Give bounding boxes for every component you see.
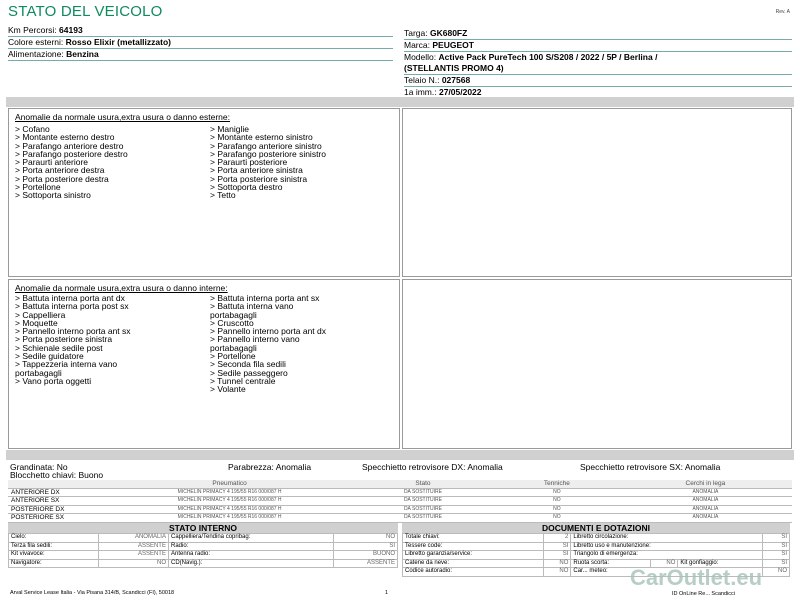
status-col-header: Stato <box>351 480 495 488</box>
revision-label: Rev. A <box>775 9 790 15</box>
tyre-tech: NO <box>495 488 619 497</box>
mirror-sx-status: Specchietto retrovisore SX: Anomalia <box>580 462 721 472</box>
internal-state-section <box>8 523 398 568</box>
table-row: Catene da neve: NO Ruota scorta: NO Kit gonfiaggio: SI <box>403 559 790 568</box>
internal-state-title: STATO INTERNO <box>8 523 398 533</box>
table-row <box>8 488 792 497</box>
tyre-tech: NO <box>495 505 619 514</box>
internal-damage-title: Anomalie da normale usura,extra usura o danno interne: <box>15 283 228 293</box>
internal-damage-list-1: > Battuta interna porta ant dx > Battuta interna porta post sx > Cappelliera > Moquette > Pannello interno porta ant sx > Porta posteriore sinistra > Schienale sedile post > Sedile guidatore > Tappezzeria interna vano portabagagli > Vano porta oggetti <box>15 293 131 386</box>
external-damage-image-panel <box>402 108 792 277</box>
documents-title: DOCUMENTI E DOTAZIONI <box>402 523 790 533</box>
tyre-model: MICHELIN PRIMACY 4 195/55 R16 000/087 H <box>108 514 351 523</box>
tyre-position: POSTERIORE DX <box>8 505 108 514</box>
tyre-state: DA SOSTITUIRE <box>351 505 495 514</box>
tyre-position: ANTERIORE SX <box>8 497 108 506</box>
hail-status: Grandinata: No <box>10 462 68 472</box>
external-damage-title: Anomalie da normale usura,extra usura o danno esterne: <box>15 112 230 122</box>
tyre-state: DA SOSTITUIRE <box>351 497 495 506</box>
tyre-rims: ANOMALIA <box>619 514 792 523</box>
external-damage-panel <box>8 108 400 277</box>
tyre-tech: NO <box>495 497 619 506</box>
vehicle-info-right <box>404 28 792 99</box>
watermark-logo: CarOutlet.eu <box>630 565 763 590</box>
model-row: Modello: Active Pack PureTech 100 S/S208 / 2022 / 5P / Berlina / <box>404 52 658 62</box>
internal-damage-image-panel <box>402 279 792 449</box>
tyres-header-row <box>8 480 792 488</box>
table-row: Tessere code: SI Libretto uso e manutenzione: SI <box>403 542 790 551</box>
registration-row: 1a imm.: 27/05/2022 <box>404 87 792 99</box>
summary-divider <box>6 450 794 460</box>
windshield-status: Parabrezza: Anomalia <box>228 462 312 472</box>
table-row: Navigatore: NO CD(Navig.): ASSENTE <box>9 559 398 568</box>
tyre-col-header: Pneumatico <box>108 480 351 488</box>
tyre-position: POSTERIORE SX <box>8 514 108 523</box>
table-row: Terza fila sedili: ASSENTE Radio: SI <box>9 542 398 551</box>
footer-address: Arval Service Lease Italia - Via Pisana 314/B, Scandicci (FI), 50018 <box>10 590 175 596</box>
tyre-state: DA SOSTITUIRE <box>351 488 495 497</box>
tyre-state: DA SOSTITUIRE <box>351 514 495 523</box>
table-row: Totale chiavi: 2 Libretto circolazione: SI <box>403 534 790 543</box>
tyre-model: MICHELIN PRIMACY 4 195/55 R16 000/087 H <box>108 488 351 497</box>
internal-damage-panel <box>8 279 400 449</box>
brand-row: Marca: PEUGEOT <box>404 40 792 52</box>
plate-row: Targa: GK680FZ <box>404 28 792 40</box>
km-row: Km Percorsi: 64193 <box>8 25 393 37</box>
table-row <box>8 514 792 523</box>
page-title: STATO DEL VEICOLO <box>8 3 163 20</box>
table-row: Cielo: ANOMALIA Cappelliera/Tendina copribag: NO <box>9 534 398 543</box>
rims-col-header: Cerchi in lega <box>619 480 792 488</box>
tyre-model: MICHELIN PRIMACY 4 195/55 R16 000/087 H <box>108 505 351 514</box>
internal-state-table <box>8 533 398 568</box>
fuel-row: Alimentazione: Benzina <box>8 49 393 61</box>
mirror-dx-status: Specchietto retrovisore DX: Anomalia <box>362 462 503 472</box>
tyre-position: ANTERIORE DX <box>8 488 108 497</box>
external-damage-list-2: > Maniglie > Montante esterno sinistro > Parafango anteriore sinistro > Parafango posteriore sinistro > Paraurti posteriore > Porta anteriore sinistra > Porta posteriore sinistra > Sottoporta destro > Tetto <box>210 124 326 201</box>
model-row-cont: (STELLANTIS PROMO 4) <box>404 63 792 75</box>
chassis-row: Telaio N.: 027568 <box>404 75 792 87</box>
tyres-table <box>8 480 792 523</box>
footer-right-text: ID OnLine Re... Scandicci <box>672 591 735 597</box>
tyre-tech: NO <box>495 514 619 523</box>
table-row: Kit vivavoce: ASSENTE Antenna radio: BUONO <box>9 551 398 560</box>
table-row <box>8 497 792 506</box>
table-row: Codice autoradio: NO Car... meteo: NO <box>403 568 790 577</box>
section-divider <box>6 97 794 107</box>
table-row <box>8 505 792 514</box>
internal-damage-list-2: > Battuta interna porta ant sx > Battuta interna vano portabagagli > Cruscotto > Pannello interno porta ant dx > Pannello interno vano portabagagli > Portellone > Seconda fila sedili > Sedile passeggero > Tunnel centrale > Volante <box>210 293 327 395</box>
external-damage-list-1: > Cofano > Montante esterno destro > Parafango anteriore destro > Parafango posteriore destro > Paraurti anteriore > Porta anteriore destra > Porta posteriore destra > Portellone > Sottoporta sinistro <box>15 124 128 201</box>
tyre-rims: ANOMALIA <box>619 505 792 514</box>
vehicle-info-left <box>8 25 393 61</box>
tech-col-header: Tenniche <box>495 480 619 488</box>
tyre-model: MICHELIN PRIMACY 4 195/55 R16 000/087 H <box>108 497 351 506</box>
page-number: 1 <box>385 590 389 596</box>
tyre-rims: ANOMALIA <box>619 488 792 497</box>
table-row: Libretto garanzia/service: SI Triangolo di emergenza: SI <box>403 551 790 560</box>
tyre-rims: ANOMALIA <box>619 497 792 506</box>
color-row: Colore esterni: Rosso Elixir (metallizzato) <box>8 37 393 49</box>
key-block-status: Blocchetto chiavi: Buono <box>10 470 104 480</box>
